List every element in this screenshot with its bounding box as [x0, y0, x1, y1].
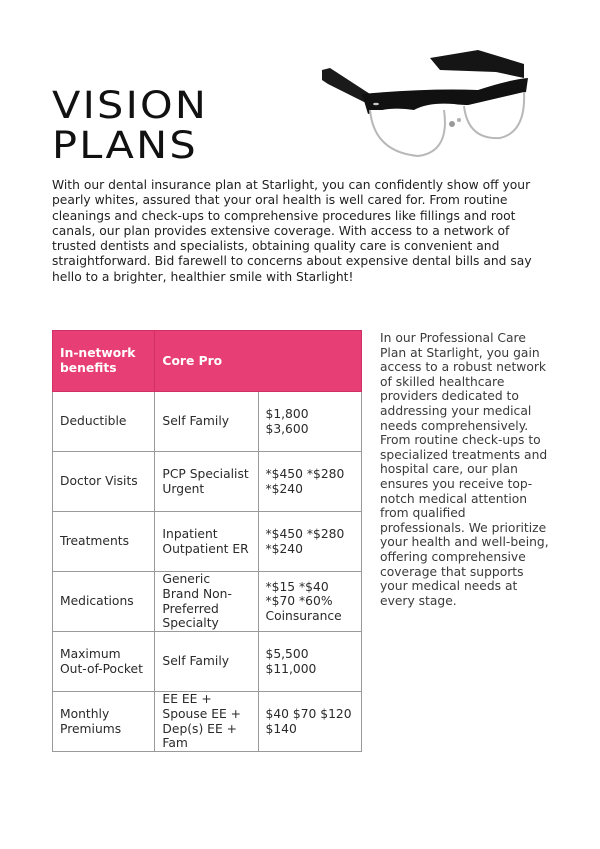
cost-cell: $40 $70 $120 $140	[258, 692, 362, 752]
cost-cell: *$15 *$40 *$70 *60% Coinsurance	[258, 572, 362, 632]
tier-cell: EE EE + Spouse EE + Dep(s) EE + Fam	[155, 692, 258, 752]
benefit-cell: Treatments	[53, 512, 155, 572]
benefit-cell: Medications	[53, 572, 155, 632]
tier-cell: Self Family	[155, 632, 258, 692]
table-row	[53, 512, 362, 572]
intro-paragraph: With our dental insurance plan at Starlight, you can confidently show off your pearly whites, assured that your oral health is well cared for. From routine cleanings and check-ups to comprehensive procedures like fillings and root canals, our plan provides extensive coverage. With access to a network of trusted dentists and specialists, obtaining quality care is convenient and straightforward. Bid farewell to concerns about expensive dental bills and say hello to a brighter, healthier smile with Starlight!	[52, 178, 532, 284]
table-header-row	[53, 331, 362, 392]
table-row	[53, 392, 362, 452]
header-core-pro: Core Pro	[155, 331, 362, 392]
tier-cell: Inpatient Outpatient ER	[155, 512, 258, 572]
benefits-table	[52, 330, 362, 752]
header-in-network-benefits: In-network benefits	[53, 331, 155, 392]
side-paragraph: In our Professional Care Plan at Starlight, you gain access to a robust network of skilled healthcare providers dedicated to addressing your medical needs comprehensively. From routine check-ups to specialized treatments and hospital care, our plan ensures you receive top-notch medical attention from qualified professionals. We prioritize your health and well-being, offering comprehensive coverage that supports your medical needs at every stage.	[380, 331, 549, 608]
cost-cell: *$450 *$280 *$240	[258, 512, 362, 572]
page-title-line-1: VISION	[52, 84, 209, 127]
eyeglasses-icon	[318, 48, 538, 160]
table-row	[53, 632, 362, 692]
table-row	[53, 692, 362, 752]
cost-cell: $1,800 $3,600	[258, 392, 362, 452]
benefit-cell: Maximum Out-of-Pocket	[53, 632, 155, 692]
benefit-cell: Deductible	[53, 392, 155, 452]
page-title	[52, 86, 208, 166]
cost-cell: $5,500 $11,000	[258, 632, 362, 692]
table-row	[53, 572, 362, 632]
benefit-cell: Doctor Visits	[53, 452, 155, 512]
page-title-line-2: PLANS	[52, 124, 198, 167]
benefit-cell: Monthly Premiums	[53, 692, 155, 752]
table-row	[53, 452, 362, 512]
tier-cell: Generic Brand Non-Preferred Specialty	[155, 572, 258, 632]
tier-cell: Self Family	[155, 392, 258, 452]
cost-cell: *$450 *$280 *$240	[258, 452, 362, 512]
tier-cell: PCP Specialist Urgent	[155, 452, 258, 512]
